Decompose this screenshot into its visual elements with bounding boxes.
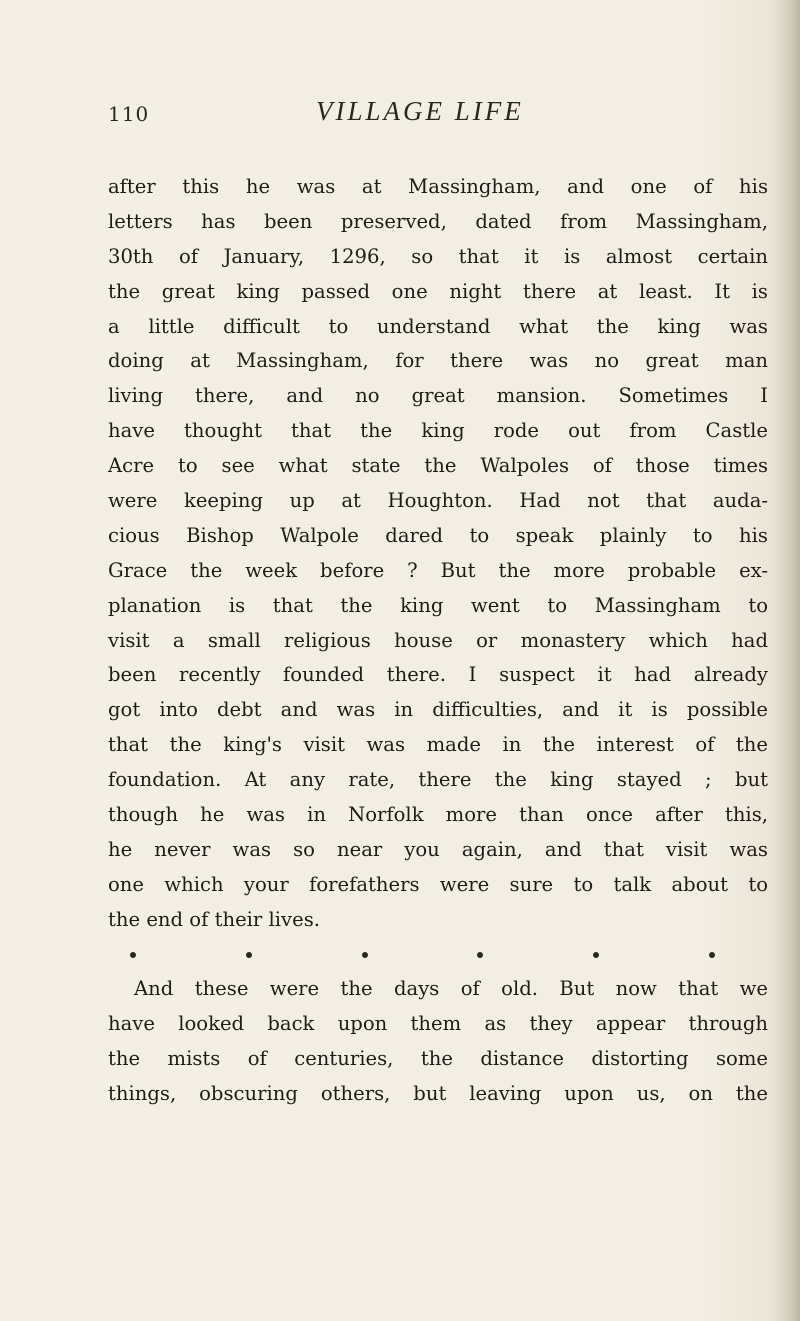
ornament-dot: [130, 952, 136, 958]
text-line: visit a small religious house or monastery which had: [108, 628, 768, 652]
ornament-dot: [709, 952, 715, 958]
ornament-dot: [246, 952, 252, 958]
text-line: were keeping up at Houghton. Had not that auda-: [108, 489, 768, 513]
text-line: cious Bishop Walpole dared to speak plainly to his: [108, 523, 768, 547]
text-line: foundation. At any rate, there the king stayed ; but: [108, 768, 768, 792]
text-line: 30th of January, 1296, so that it is almost certain: [108, 244, 768, 268]
text-line: Grace the week before ? But the more probable ex-: [108, 558, 768, 582]
text-line: have thought that the king rode out from Castle: [108, 419, 768, 443]
text-line: the mists of centuries, the distance distorting some: [108, 1047, 768, 1071]
paragraph-2: [108, 972, 768, 1112]
text-line: though he was in Norfolk more than once after this,: [108, 803, 768, 827]
text-line: been recently founded there. I suspect it had already: [108, 663, 768, 687]
text-line: the great king passed one night there at least. It is: [108, 279, 768, 303]
page-number: 110: [108, 102, 150, 126]
text-line: doing at Massingham, for there was no great man: [108, 349, 768, 373]
page-header: [108, 96, 748, 140]
page-edge-shadow: [774, 0, 800, 1321]
ornament-dot: [362, 952, 368, 958]
text-line: Acre to see what state the Walpoles of those times: [108, 454, 768, 478]
running-head: VILLAGE LIFE: [316, 96, 524, 126]
ornament-dot: [593, 952, 599, 958]
ornament-dot: [477, 952, 483, 958]
section-break-dots: [130, 938, 715, 973]
body-text: [108, 170, 768, 1112]
text-line: after this he was at Massingham, and one of his: [108, 175, 768, 198]
text-line: living there, and no great mansion. Sometimes I: [108, 384, 768, 408]
text-line: a little difficult to understand what the king was: [108, 314, 768, 338]
text-line: he never was so near you again, and that visit was: [108, 837, 768, 861]
paragraph-1: [108, 170, 768, 938]
text-line: planation is that the king went to Massingham to: [108, 593, 768, 617]
text-line: And these were the days of old. But now that we: [134, 977, 768, 1001]
text-line: that the king's visit was made in the interest of the: [108, 733, 768, 757]
text-line: things, obscuring others, but leaving upon us, on the: [108, 1082, 768, 1106]
text-line: one which your forefathers were sure to talk about to: [108, 872, 768, 896]
text-line: have looked back upon them as they appear through: [108, 1012, 768, 1036]
text-line: got into debt and was in difficulties, and it is possible: [108, 698, 768, 722]
text-line: letters has been preserved, dated from Massingham,: [108, 209, 768, 233]
text-line: the end of their lives.: [108, 907, 321, 931]
